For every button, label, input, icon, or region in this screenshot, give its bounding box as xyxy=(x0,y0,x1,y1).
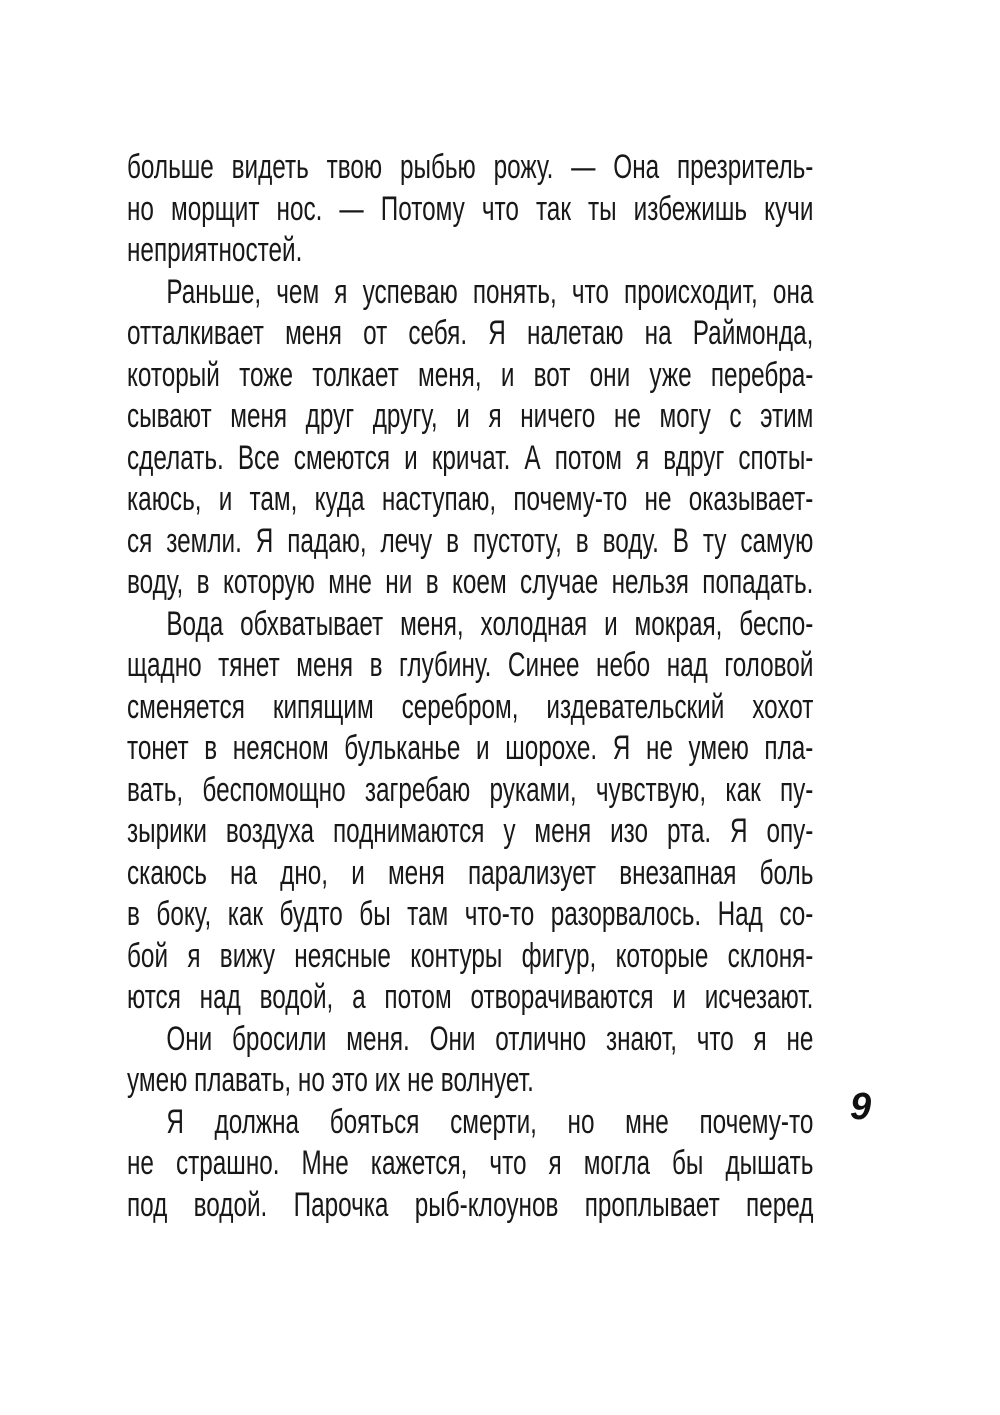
text-line: бой я вижу неясные контуры фигур, которые склоня- xyxy=(127,936,814,975)
text-line: больше видеть твою рыбью рожу. — Она презритель- xyxy=(127,148,814,186)
text-line: скаюсь на дно, и меня парализует внезапная боль xyxy=(127,853,814,892)
text-line: неприятностей. xyxy=(127,231,303,269)
text-line: сывают меня друг другу, и я ничего не могу с этим xyxy=(127,397,814,435)
body-text xyxy=(127,147,813,1226)
text-line: вать, беспомощно загребаю руками, чувствую, как пу- xyxy=(127,770,814,809)
paragraph xyxy=(127,604,813,1019)
text-line: зырики воздуха поднимаются у меня изо рта. Я опу- xyxy=(127,812,814,850)
text-line: каюсь, и там, куда наступаю, почему-то не оказывает- xyxy=(127,480,814,518)
text-line: в боку, как будто бы там что-то разорвалось. Над со- xyxy=(127,895,814,933)
text-line: но морщит нос. — Потому что так ты избежишь кучи xyxy=(127,189,814,228)
text-line: воду, в которую мне ни в коем случае нельзя попадать. xyxy=(127,563,814,601)
text-line: ются над водой, а потом отворачиваются и исчезают. xyxy=(127,978,814,1016)
text-line: сделать. Все смеются и кричат. А потом я вдруг споты- xyxy=(127,438,814,477)
paragraph xyxy=(127,272,813,604)
text-line: Они бросили меня. Они отлично знают, что я не xyxy=(166,1019,814,1058)
text-line: отталкивает меня от себя. Я налетаю на Раймонда, xyxy=(127,314,814,352)
text-line: под водой. Парочка рыб-клоунов проплывает перед xyxy=(127,1185,814,1224)
text-line: не страшно. Мне кажется, что я могла бы дышать xyxy=(127,1144,814,1182)
paragraph xyxy=(127,1102,813,1227)
text-line: который тоже толкает меня, и вот они уже перебра- xyxy=(127,355,814,394)
text-line: Вода обхватывает меня, холодная и мокрая, беспо- xyxy=(166,604,814,643)
text-line: сменяется кипящим серебром, издевательский хохот xyxy=(127,687,814,726)
text-line: Я должна бояться смерти, но мне почему-то xyxy=(166,1102,814,1141)
text-line: умею плавать, но это их не волнует. xyxy=(127,1061,534,1099)
text-line: Раньше, чем я успеваю понять, что происходит, она xyxy=(166,272,814,311)
paragraph xyxy=(127,1019,813,1102)
text-line: щадно тянет меня в глубину. Синее небо над головой xyxy=(127,646,814,684)
text-line: тонет в неясном бульканье и шорохе. Я не умею пла- xyxy=(127,729,814,767)
text-line: ся земли. Я падаю, лечу в пустоту, в воду. В ту самую xyxy=(127,521,814,560)
page-number: 9 xyxy=(850,1086,872,1128)
paragraph xyxy=(127,147,813,272)
